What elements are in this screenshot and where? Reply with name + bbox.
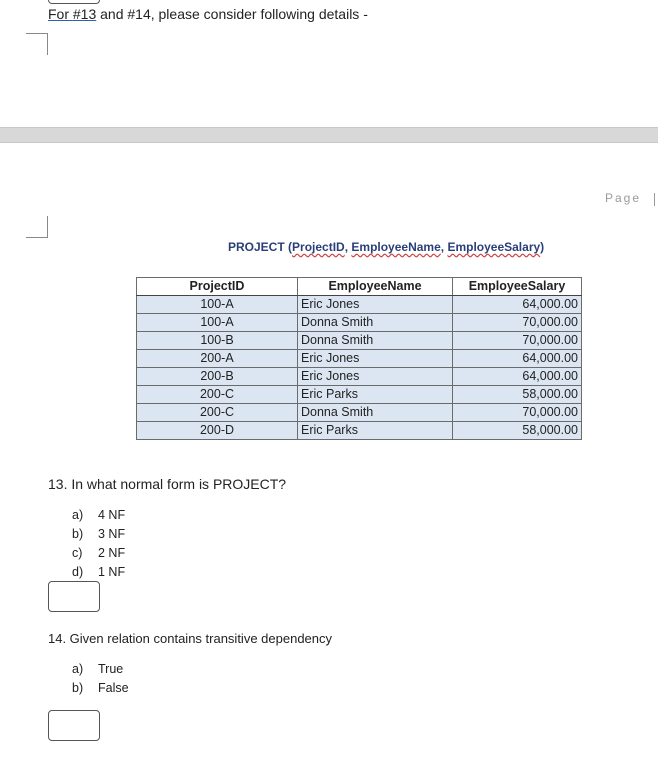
q13-option-c[interactable] [72, 546, 125, 560]
cell-projectid: 200-B [137, 368, 298, 386]
option-text: 1 NF [98, 565, 126, 579]
cell-projectid: 200-D [137, 422, 298, 440]
intro-rest: and #14, please consider following details - [96, 6, 368, 22]
cell-employeesalary: 64,000.00 [453, 350, 582, 368]
intro-ref: #13 [72, 6, 97, 22]
cell-employeesalary: 58,000.00 [453, 386, 582, 404]
page-break-gap [0, 127, 658, 143]
header-employeesalary: EmployeeSalary [453, 278, 582, 296]
intro-text [48, 6, 368, 22]
option-text: 3 NF [98, 527, 126, 541]
cell-projectid: 100-B [137, 332, 298, 350]
cell-projectid: 100-A [137, 296, 298, 314]
cell-employeesalary: 70,000.00 [453, 314, 582, 332]
project-table [136, 277, 582, 440]
cell-projectid: 200-C [137, 404, 298, 422]
question-14: 14. Given relation contains transitive dependency [48, 631, 333, 646]
table-row [137, 422, 582, 440]
option-letter: a) [72, 662, 84, 676]
cell-projectid: 200-A [137, 350, 298, 368]
cell-employeename: Eric Parks [298, 386, 453, 404]
cell-employeesalary: 70,000.00 [453, 332, 582, 350]
q13-option-b[interactable] [72, 527, 125, 541]
table-header-row [137, 278, 582, 296]
table-row [137, 350, 582, 368]
answer-box-previous[interactable] [48, 0, 100, 4]
page-number-divider [654, 193, 655, 206]
margin-corner-mark [26, 216, 48, 238]
relation-schema [228, 240, 544, 254]
intro-prefix: For [48, 6, 73, 22]
q13-option-d[interactable] [72, 565, 125, 579]
option-letter: a) [72, 508, 84, 522]
cell-employeename: Donna Smith [298, 332, 453, 350]
cell-employeesalary: 58,000.00 [453, 422, 582, 440]
cell-employeesalary: 70,000.00 [453, 404, 582, 422]
relation-attr-employeename: EmployeeName [351, 240, 441, 254]
option-text: 4 NF [98, 508, 126, 522]
option-text: True [98, 662, 124, 676]
cell-employeename: Donna Smith [298, 404, 453, 422]
table-row [137, 404, 582, 422]
option-letter: d) [72, 565, 84, 579]
relation-attr-projectid: ProjectID [292, 240, 345, 254]
relation-attr-employeesalary: EmployeeSalary [447, 240, 541, 254]
cell-employeename: Eric Parks [298, 422, 453, 440]
cell-projectid: 200-C [137, 386, 298, 404]
relation-paren-open: ( [284, 240, 293, 254]
table-row [137, 386, 582, 404]
margin-corner-mark [26, 33, 48, 55]
cell-employeename: Eric Jones [298, 350, 453, 368]
table-row [137, 368, 582, 386]
q14-option-b[interactable] [72, 681, 129, 695]
relation-separator: , [344, 240, 352, 254]
cell-employeesalary: 64,000.00 [453, 368, 582, 386]
cell-projectid: 100-A [137, 314, 298, 332]
relation-separator: , [440, 240, 448, 254]
header-projectid: ProjectID [137, 278, 298, 296]
q14-option-a[interactable] [72, 662, 123, 676]
relation-paren-close: ) [540, 240, 545, 254]
cell-employeename: Donna Smith [298, 314, 453, 332]
q14-answer-box[interactable] [48, 710, 100, 741]
q13-option-a[interactable] [72, 508, 125, 522]
option-letter: c) [72, 546, 83, 560]
option-letter: b) [72, 527, 84, 541]
page-number-label: Page [605, 191, 642, 205]
option-text: False [98, 681, 129, 695]
option-text: 2 NF [98, 546, 126, 560]
q13-answer-box[interactable] [48, 581, 100, 612]
cell-employeename: Eric Jones [298, 296, 453, 314]
cell-employeesalary: 64,000.00 [453, 296, 582, 314]
table-row [137, 296, 582, 314]
cell-employeename: Eric Jones [298, 368, 453, 386]
table-row [137, 332, 582, 350]
relation-name: PROJECT [228, 240, 285, 254]
header-employeename: EmployeeName [298, 278, 453, 296]
table-row [137, 314, 582, 332]
question-13: 13. In what normal form is PROJECT? [48, 476, 287, 492]
option-letter: b) [72, 681, 84, 695]
